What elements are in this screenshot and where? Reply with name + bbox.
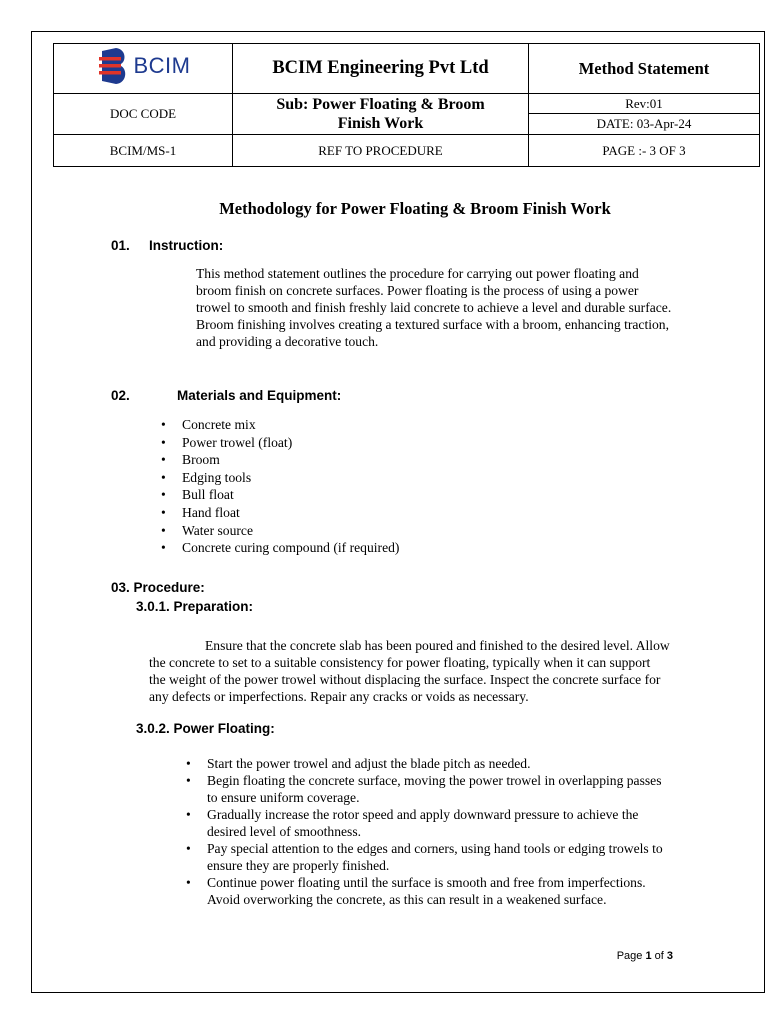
- item-text: Edging tools: [182, 469, 252, 485]
- doc-code-label: DOC CODE: [54, 94, 233, 135]
- bullet-icon: •: [161, 452, 166, 468]
- item-text: Begin floating the concrete surface, moving the power trowel in overlapping passes: [207, 773, 662, 788]
- preparation-line: the concrete to set to a suitable consistency for power floating, typically when it can support: [149, 655, 651, 670]
- list-item: [186, 806, 746, 840]
- item-text: Avoid overworking the concrete, as this can result in a weakened surface.: [207, 892, 607, 907]
- preparation-paragraph: [149, 637, 761, 705]
- list-item: [161, 539, 399, 557]
- list-item: [161, 504, 399, 522]
- bullet-icon: •: [186, 773, 191, 788]
- section-1-line: trowel to smooth and finish freshly laid concrete to achieve a level and durable surface.: [196, 300, 672, 315]
- footer-total-pages: 3: [666, 950, 673, 962]
- section-1-line: and providing a decorative touch.: [196, 334, 379, 349]
- power-floating-list: [186, 755, 746, 908]
- item-text: Bull float: [182, 487, 234, 503]
- rev-date-cell: [529, 94, 760, 135]
- item-text: to ensure uniform coverage.: [207, 790, 360, 805]
- document-header-table: [53, 43, 760, 167]
- list-item: [161, 486, 399, 504]
- footer-prefix: Page: [616, 950, 646, 962]
- page-footer: [617, 950, 673, 962]
- item-text: Start the power trowel and adjust the blade pitch as needed.: [207, 756, 531, 771]
- list-item: [161, 451, 399, 469]
- bcim-logo-icon: [96, 47, 130, 85]
- preparation-line: the weight of the power trowel without displacing the surface. Inspect the concrete surface for: [149, 672, 661, 687]
- subsection-preparation-heading: 3.0.1. Preparation:: [136, 599, 254, 614]
- bullet-icon: •: [186, 841, 191, 856]
- reference: REF TO PROCEDURE: [233, 135, 529, 167]
- item-text: desired level of smoothness.: [207, 824, 362, 839]
- section-1-number: 01.: [111, 238, 130, 253]
- bullet-icon: •: [161, 434, 166, 450]
- list-item: [186, 840, 746, 874]
- doc-code: BCIM/MS-1: [54, 135, 233, 167]
- bullet-icon: •: [186, 756, 191, 771]
- item-text: Gradually increase the rotor speed and apply downward pressure to achieve the: [207, 807, 639, 822]
- section-3-heading: 03. Procedure:: [111, 580, 205, 595]
- section-1-line: broom finish on concrete surfaces. Power floating is the process of using a power: [196, 283, 639, 298]
- item-text: ensure they are properly finished.: [207, 858, 390, 873]
- preparation-line: any defects or imperfections. Repair any cracks or voids as necessary.: [149, 689, 529, 704]
- page-of-total: PAGE :- 3 OF 3: [529, 135, 760, 167]
- logo-text: BCIM: [133, 53, 191, 78]
- bullet-icon: •: [161, 469, 166, 485]
- list-item: [186, 755, 746, 772]
- list-item: [161, 469, 399, 487]
- section-1-heading: Instruction:: [149, 238, 224, 253]
- item-text: Pay special attention to the edges and corners, using hand tools or edging trowels to: [207, 841, 663, 856]
- logo-cell: [54, 44, 233, 94]
- section-1-paragraph: [196, 265, 756, 350]
- section-1-line: Broom finishing involves creating a textured surface with a broom, enhancing traction,: [196, 317, 670, 332]
- document-type: Method Statement: [529, 44, 760, 94]
- list-item: [186, 874, 746, 908]
- subject: [233, 94, 529, 135]
- materials-list: [161, 416, 399, 557]
- subsection-power-floating-heading: 3.0.2. Power Floating:: [136, 721, 275, 736]
- section-1-line: This method statement outlines the procedure for carrying out power floating and: [196, 266, 639, 281]
- subject-text: Sub: Power Floating & Broom Finish Work: [276, 96, 485, 132]
- item-text: Broom: [182, 452, 220, 468]
- bullet-icon: •: [161, 540, 166, 556]
- preparation-line: Ensure that the concrete slab has been poured and finished to the desired level. Allow: [205, 638, 670, 653]
- section-2-heading: Materials and Equipment:: [177, 388, 342, 403]
- item-text: Hand float: [182, 504, 240, 520]
- bullet-icon: •: [161, 487, 166, 503]
- page-title: Methodology for Power Floating & Broom Finish Work: [219, 199, 611, 218]
- bullet-icon: •: [186, 807, 191, 822]
- item-text: Power trowel (float): [182, 434, 293, 450]
- bullet-icon: •: [161, 417, 166, 432]
- item-text: Concrete curing compound (if required): [182, 540, 400, 556]
- footer-middle: of: [651, 950, 667, 962]
- section-2-number: 02.: [111, 388, 130, 403]
- item-text: Continue power floating until the surface is smooth and free from imperfections.: [207, 875, 646, 890]
- list-item: [161, 434, 399, 452]
- list-item: [161, 522, 399, 540]
- company-logo: [96, 47, 191, 85]
- company-name: BCIM Engineering Pvt Ltd: [233, 44, 529, 94]
- list-item: [161, 416, 399, 434]
- bullet-icon: •: [186, 875, 191, 890]
- document-date: DATE: 03-Apr-24: [596, 116, 692, 131]
- list-item: [186, 772, 746, 806]
- footer-current-page: 1: [645, 950, 652, 962]
- revision: Rev:01: [529, 94, 759, 114]
- item-text: Concrete mix: [182, 417, 256, 432]
- bullet-icon: •: [161, 504, 166, 520]
- item-text: Water source: [182, 522, 253, 538]
- bullet-icon: •: [161, 522, 166, 538]
